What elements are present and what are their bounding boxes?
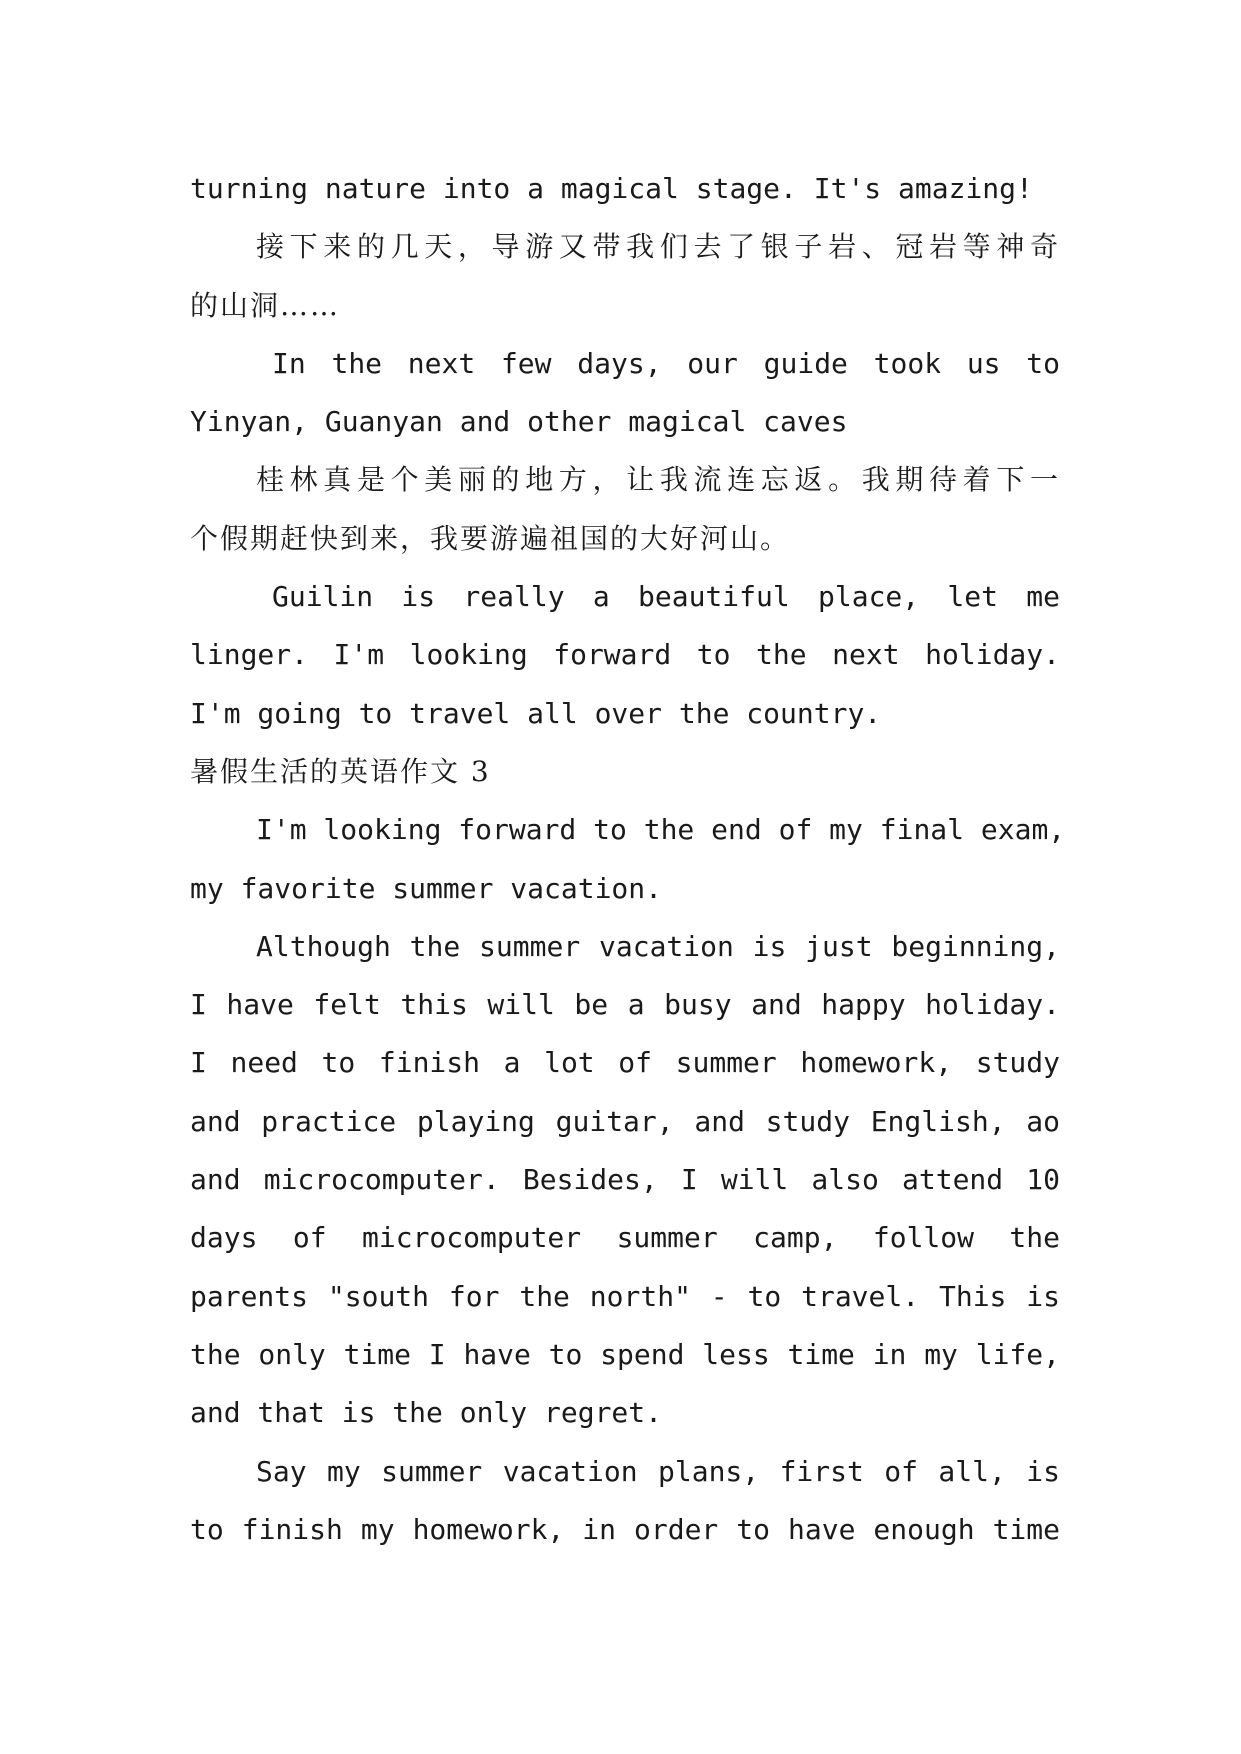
text-line: 个假期赶快到来，我要游遍祖国的大好河山。	[190, 521, 791, 555]
text-line: 的山洞……	[190, 288, 341, 322]
text-line: my favorite summer vacation.	[190, 871, 663, 905]
text-line: the only time I have to spend less time in my life,	[190, 1337, 1060, 1371]
text-line: I'm going to travel all over the country.	[190, 696, 882, 730]
text-line: to finish my homework, in order to have enough time	[190, 1512, 1060, 1546]
text-line: turning nature into a magical stage. It's amazing!	[190, 172, 1033, 205]
text-line: In the next few days, our guide took us to	[272, 346, 1060, 380]
document-body	[190, 160, 1066, 1559]
text-line: linger. I'm looking forward to the next holiday.	[190, 638, 1060, 672]
text-line: I need to finish a lot of summer homework, study	[190, 1046, 1060, 1080]
text-line: Yinyan, Guanyan and other magical caves	[190, 405, 848, 439]
section-heading: 暑假生活的英语作文 3	[190, 754, 491, 788]
text-line: Although the summer vacation is just beginning,	[256, 929, 1060, 963]
text-line: I have felt this will be a busy and happy holiday.	[190, 988, 1060, 1022]
text-line: days of microcomputer summer camp, follow the	[190, 1221, 1060, 1255]
text-line: and that is the only regret.	[190, 1396, 663, 1430]
text-line: 桂林真是个美丽的地方，让我流连忘返。我期待着下一	[256, 463, 1060, 497]
text-line: and practice playing guitar, and study English, ao	[190, 1104, 1060, 1138]
text-line: parents "south for the north" - to travel. This is	[190, 1279, 1060, 1313]
text-line: Guilin is really a beautiful place, let me	[272, 580, 1060, 614]
text-line: Say my summer vacation plans, first of all, is	[256, 1454, 1060, 1488]
text-line: I'm looking forward to the end of my final exam,	[256, 813, 1066, 847]
text-line: 接下来的几天，导游又带我们去了银子岩、冠岩等神奇	[256, 230, 1060, 264]
text-line: and microcomputer. Besides, I will also attend 10	[190, 1163, 1060, 1197]
